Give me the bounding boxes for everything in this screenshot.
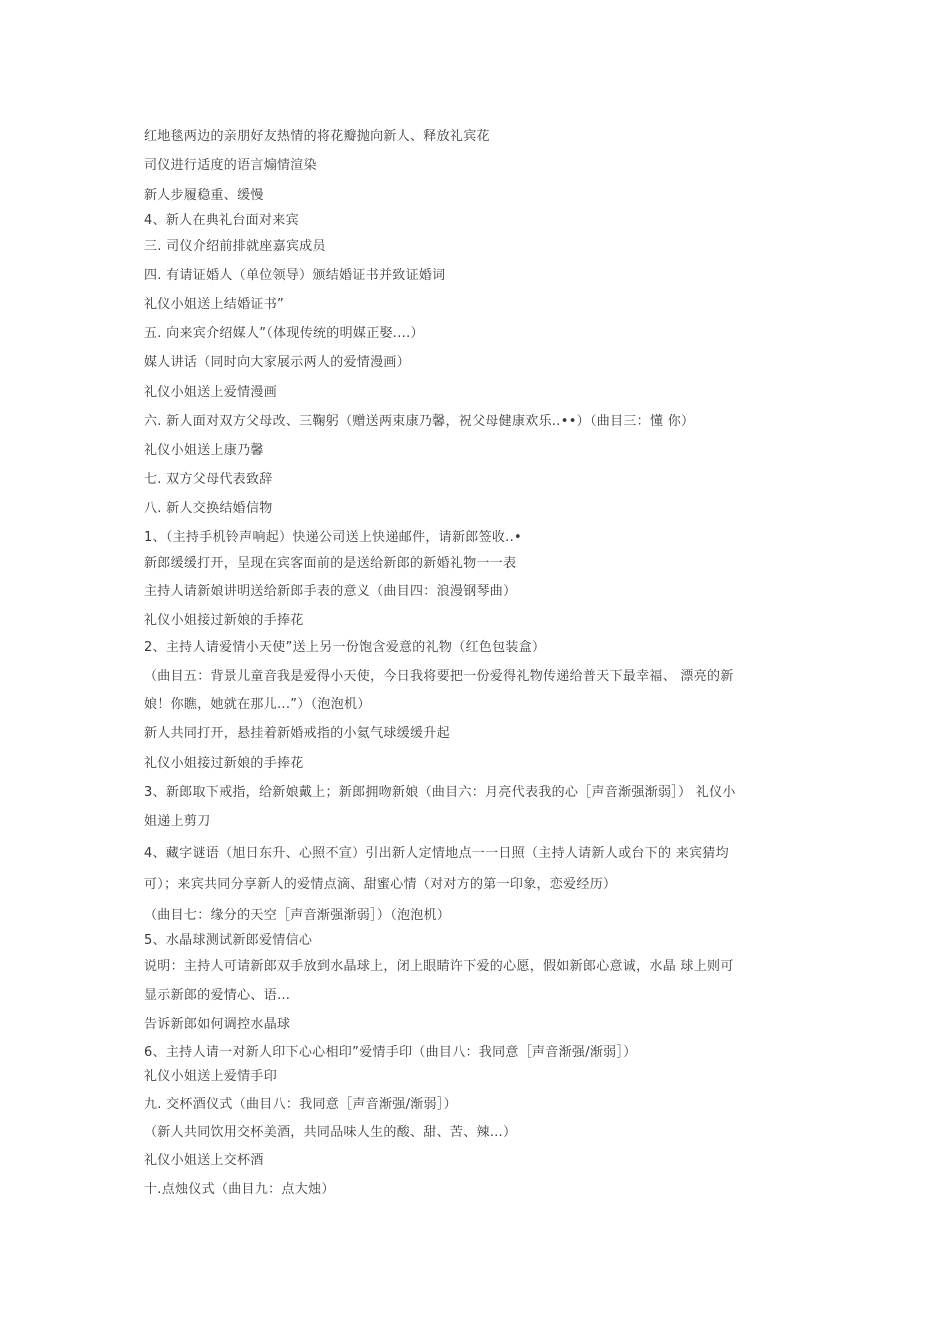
text-line: 新人共同打开，悬挂着新婚戒指的小氦气球缓缓升起 <box>144 726 450 741</box>
text-line: 礼仪小姐送上爱情漫画 <box>144 385 278 400</box>
text-line: 5、水晶球测试新郎爱情信心 <box>144 933 313 948</box>
text-line: 娘！你瞧，她就在那儿...”）（泡泡机） <box>144 697 371 712</box>
text-line: 1、（主持手机铃声响起）快递公司送上快递邮件，请新郎签收..• <box>144 530 523 545</box>
text-line: 礼仪小姐送上康乃馨 <box>144 443 264 458</box>
text-line: 显示新郎的爱情心、语… <box>144 988 291 1003</box>
text-line: 司仪进行适度的语言煽情渲染 <box>144 158 317 173</box>
text-line: 姐递上剪刀 <box>144 814 211 829</box>
text-line: （曲目七：缘分的天空［声音渐强渐弱］）（泡泡机） <box>144 908 451 923</box>
text-line: 4、新人在典礼台面对来宾 <box>144 213 299 228</box>
text-line: 告诉新郎如何调控水晶球 <box>144 1017 291 1032</box>
text-line: 礼仪小姐送上爱情手印 <box>144 1069 278 1084</box>
text-line: 八. 新人交换结婚信物 <box>144 501 273 516</box>
text-line: （曲目五：背景儿童音我是爱得小天使，今日我将要把一份爱得礼物传递给普天下最幸福、 漂亮的新 <box>144 669 734 684</box>
text-line: 4、藏字谜语（旭日东升、心照不宣）引出新人定情地点一一日照（主持人请新人或台下的 来宾猜均 <box>144 846 729 861</box>
text-line: 红地毯两边的亲朋好友热情的将花瓣抛向新人、释放礼宾花 <box>144 129 490 144</box>
text-line: 礼仪小姐送上交杯酒 <box>144 1153 264 1168</box>
text-line: 五. 向来宾介绍媒人”（体现传统的明媒正娶....） <box>144 326 424 341</box>
text-line: 六. 新人面对双方父母改、三鞠躬（赠送两束康乃馨，祝父母健康欢乐..••）（曲目三：懂 你） <box>144 414 695 429</box>
text-line: 主持人请新娘讲明送给新郎手表的意义（曲目四：浪漫钢琴曲） <box>144 584 517 599</box>
text-line: 礼仪小姐接过新娘的手捧花 <box>144 756 304 771</box>
text-line: 2、主持人请爱情小天使”送上另一份饱含爱意的礼物（红色包装盒） <box>144 640 546 655</box>
text-line: 新郎缓缓打开，呈现在宾客面前的是送给新郎的新婚礼物一一表 <box>144 556 517 571</box>
text-line: 可）；来宾共同分享新人的爱情点滴、甜蜜心情（对对方的第一印象，恋爱经历） <box>144 877 617 892</box>
text-line: 媒人讲话（同时向大家展示两人的爱情漫画） <box>144 355 411 370</box>
text-line: 九. 交杯酒仪式（曲目八：我同意［声音渐强/渐弱］） <box>144 1097 457 1112</box>
text-line: （新人共同饮用交杯美酒，共同品味人生的酸、甜、苦、辣…） <box>144 1125 517 1140</box>
text-line: 四. 有请证婚人（单位领导）颁结婚证书并致证婚词 <box>144 268 446 283</box>
text-line: 礼仪小姐接过新娘的手捧花 <box>144 613 304 628</box>
text-line: 礼仪小姐送上结婚证书” <box>144 297 285 312</box>
text-line: 三. 司仪介绍前排就座嘉宾成员 <box>144 239 326 254</box>
text-line: 新人步履稳重、缓慢 <box>144 188 264 203</box>
text-line: 6、主持人请一对新人印下心心相印”爱情手印（曲目八：我同意［声音渐强/渐弱］） <box>144 1045 637 1060</box>
text-line: 七. 双方父母代表致辞 <box>144 472 273 487</box>
text-line: 3、新郎取下戒指，给新娘戴上；新郎拥吻新娘（曲目六：月亮代表我的心［声音渐强渐弱］） 礼仪小 <box>144 785 736 800</box>
text-line: 十.点烛仪式（曲目九：点大烛） <box>144 1182 335 1197</box>
text-line: 说明：主持人可请新郎双手放到水晶球上，闭上眼睛许下爱的心愿，假如新郎心意诚，水晶 球上则可 <box>144 959 734 974</box>
